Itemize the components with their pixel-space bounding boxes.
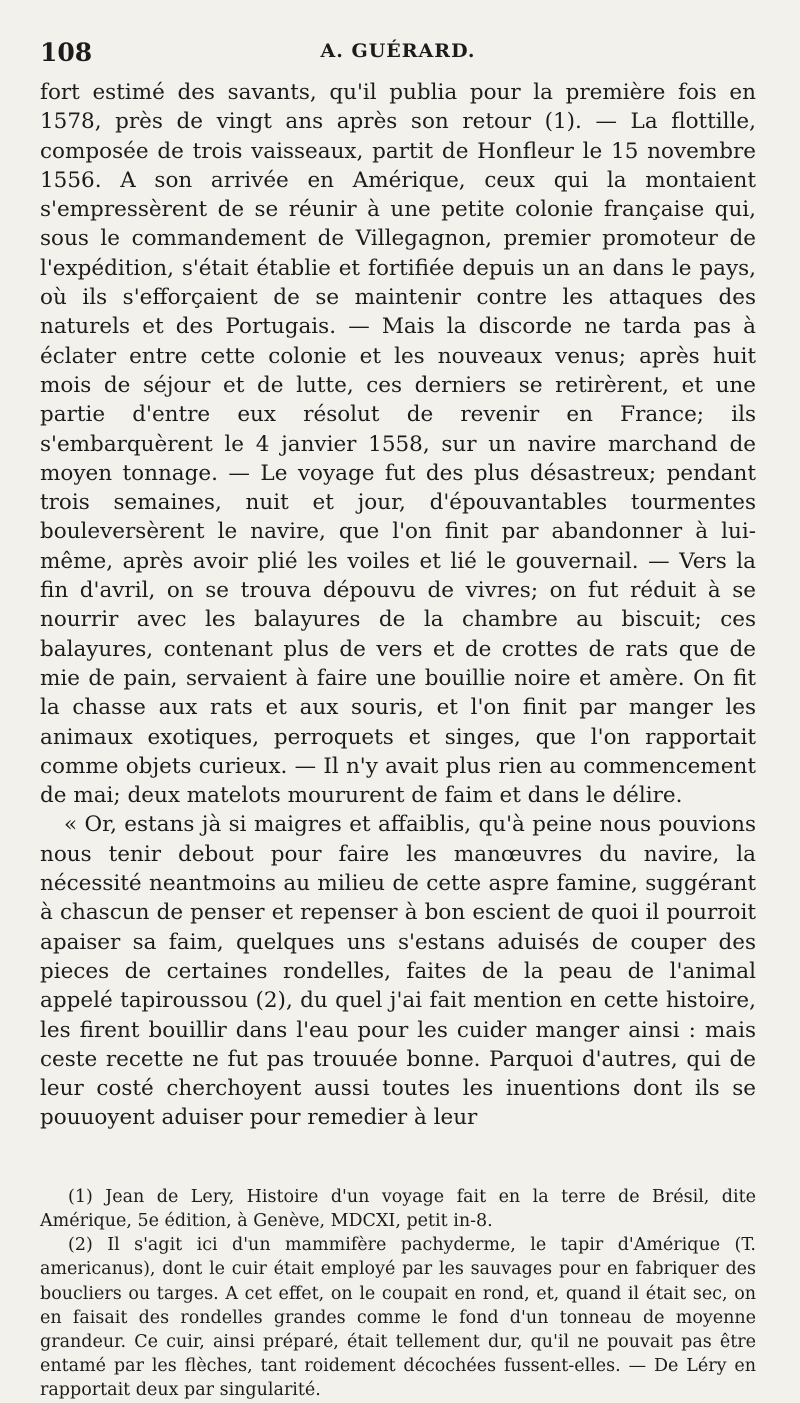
running-head-author: A. GUÉRARD. (320, 40, 476, 62)
footnote-1: (1) Jean de Lery, Histoire d'un voyage fait en la terre de Brésil, dite Amérique, 5e édition, à Genève, MDCXI, petit in-8. (40, 1186, 756, 1231)
page-number: 108 (40, 38, 93, 67)
paragraph-2-quotation: « Or, estans jà si maigres et affaiblis, qu'à peine nous pouvions nous tenir debout pour faire les manœuvres du navire, la nécessité neantmoins au milieu de cette aspre famine, suggérant à chascun de penser et repenser à bon escient de quoi il pourroit apaiser sa faim, quelques uns s'estans aduisés de couper des pieces de certaines rondelles, faites de la peau de l'animal appelé tapiroussou (2), du quel j'ai fait mention en cette histoire, les firent bouillir dans l'eau pour les cuider manger ainsi : mais ceste recette ne fut pas trouuée bonne. Parquoi d'autres, qui de leur costé cherchoyent aussi toutes les inuentions dont ils se pouuoyent aduiser pour remedier à leur (40, 812, 756, 1131)
footnotes (40, 1185, 756, 1403)
running-head (40, 30, 756, 78)
paragraph-1: fort estimé des savants, qu'il publia pour la première fois en 1578, près de vingt ans après son retour (1). — La flottille, composée de trois vaisseaux, partit de Honfleur le 15 novembre 1556. A son arrivée en Amérique, ceux qui la montaient s'empressèrent de se réunir à une petite colonie française qui, sous le commandement de Villegagnon, premier promoteur de l'expédition, s'était établie et fortifiée depuis un an dans le pays, où ils s'efforçaient de se maintenir contre les attaques des naturels et des Portugais. — Mais la discorde ne tarda pas à éclater entre cette colonie et les nouveaux venus; après huit mois de séjour et de lutte, ces derniers se retirèrent, et une partie d'entre eux résolut de revenir en France; ils s'embarquèrent le 4 janvier 1558, sur un navire marchand de moyen tonnage. — Le voyage fut des plus désastreux; pendant trois semaines, nuit et jour, d'épouvantables tourmentes bouleversèrent le navire, que l'on finit par abandonner à lui-même, après avoir plié les voiles et lié le gouvernail. — Vers la fin d'avril, on se trouva dépouvu de vivres; on fut réduit à se nourrir avec les balayures de la chambre au biscuit; ces balayures, contenant plus de vers et de crottes de rats que de mie de pain, servaient à faire une bouillie noire et amère. On fit la chasse aux rats et aux souris, et l'on finit par manger les animaux exotiques, perroquets et singes, que l'on rapportait comme objets curieux. — Il n'y avait plus rien au commencement de mai; deux matelots moururent de faim et dans le délire. (40, 80, 756, 809)
footnote-2: (2) Il s'agit ici d'un mammifère pachyderme, le tapir d'Amérique (T. americanus), dont le cuir était employé par les sauvages pour en fabriquer des boucliers ou targes. A cet effet, on le coupait en rond, et, quand il était sec, on en faisait des rondelles grandes comme le fond d'un tonneau de moyenne grandeur. Ce cuir, ainsi préparé, était tellement dur, qu'il ne pouvait pas être entamé par les flèches, tant roidement décochées fussent-elles. — De Léry en rapportait deux par singularité. (40, 1235, 756, 1401)
body-text (40, 78, 756, 1133)
